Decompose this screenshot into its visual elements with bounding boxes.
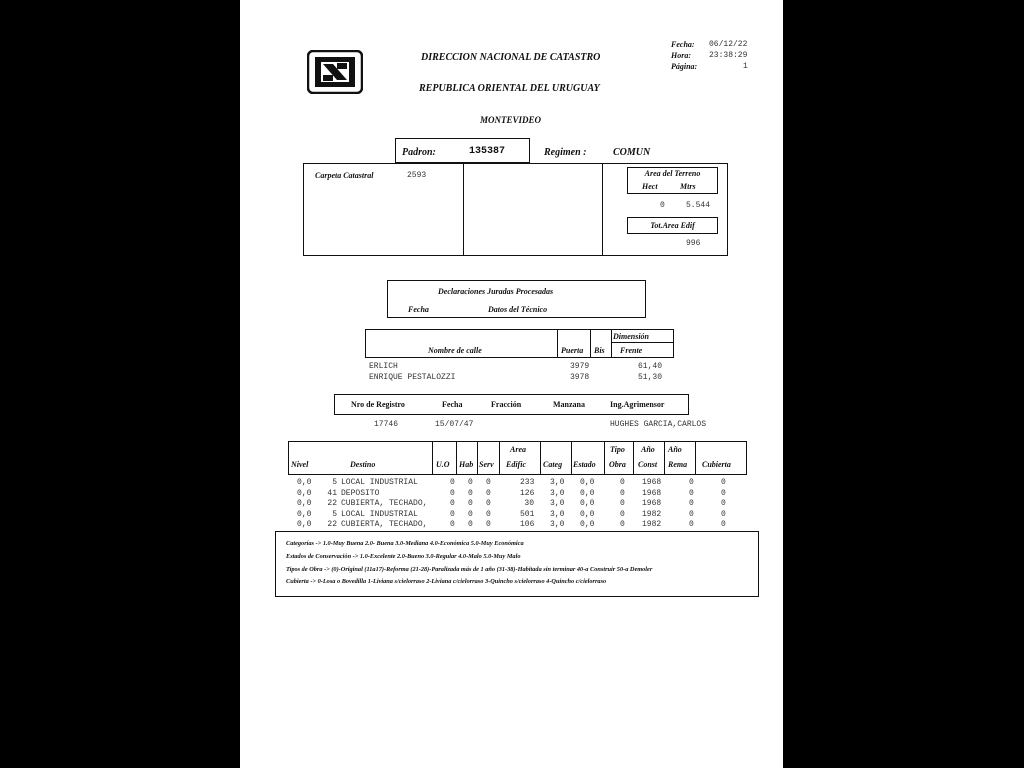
- calle-row-1-frente: 61,40: [638, 362, 663, 371]
- unidad-row-2-cubierta: 0: [721, 488, 726, 498]
- unidad-row-4-hab: 0: [468, 509, 473, 519]
- institution-title: DIRECCION NACIONAL DE CATASTRO: [421, 52, 601, 63]
- regimen-value: COMUN: [613, 147, 651, 158]
- unidad-row-3-tipo: 0: [620, 499, 625, 508]
- unidad-row-2-uo: 0: [450, 488, 455, 498]
- unidad-row-5-const: 1982: [642, 520, 662, 529]
- unidad-row-2-cod: 41: [327, 488, 337, 498]
- unidad-row-2-rema: 0: [689, 488, 694, 498]
- cubierta-header: Cubierta: [702, 460, 731, 469]
- unidad-row-5-rema: 0: [689, 520, 694, 529]
- unidad-row-4-serv: 0: [486, 509, 491, 519]
- unidad-row-1-tipo: 0: [620, 478, 625, 487]
- unidad-row-2-hab: 0: [468, 488, 473, 498]
- puerta-header: Puerta: [561, 346, 584, 355]
- legend-categorias: Categorías -> 1.0-Muy Buena 2.0- Buena 3.0-Mediana 4.0-Económica 5.0-Muy Económica: [286, 540, 524, 547]
- anio-const-top-header: Año: [641, 445, 655, 454]
- unidad-row-4-const: 1982: [642, 509, 662, 519]
- nivel-header: Nivel: [291, 460, 309, 469]
- unidad-row-5-hab: 0: [468, 520, 473, 529]
- unidad-row-5-uo: 0: [450, 520, 455, 529]
- country-title: REPUBLICA ORIENTAL DEL URUGUAY: [419, 83, 600, 94]
- declaraciones-fecha-label: Fecha: [408, 305, 429, 314]
- unidad-row-1-const: 1968: [642, 478, 662, 487]
- unidad-row-1-hab: 0: [468, 478, 473, 487]
- tipo-header: Obra: [609, 460, 626, 469]
- unidad-row-1-serv: 0: [486, 478, 491, 487]
- bis-header: Bis: [594, 346, 605, 355]
- anio-rema-header: Rema: [668, 460, 688, 469]
- declaraciones-title: Declaraciones Juradas Procesadas: [438, 287, 554, 296]
- regimen-label: Regimen :: [544, 147, 587, 158]
- nombre-calle-header: Nombre de calle: [428, 346, 482, 355]
- hect-label: Hect: [642, 182, 658, 191]
- destino-header: Destino: [350, 460, 376, 469]
- unidad-row-1-rema: 0: [689, 478, 694, 487]
- fecha-label: Fecha:: [671, 40, 695, 49]
- nro-registro-value: 17746: [374, 420, 399, 429]
- unidad-row-3-estado: 0,0: [580, 499, 595, 508]
- unidad-row-3-destino: CUBIERTA, TECHADO,: [341, 499, 428, 508]
- unidad-row-3-uo: 0: [450, 499, 455, 508]
- unidad-row-4-cod: 5: [332, 509, 337, 519]
- unidad-row-5-area: 106: [520, 520, 535, 529]
- unidad-row-5-destino: CUBIERTA, TECHADO,: [341, 520, 428, 529]
- calle-row-1-puerta: 3979: [570, 362, 590, 371]
- unidad-row-1-categ: 3,0: [550, 478, 565, 487]
- pagina-value: 1: [743, 62, 748, 71]
- unidad-row-4-tipo: 0: [620, 509, 625, 519]
- unidad-row-2-estado: 0,0: [580, 488, 595, 498]
- unidad-row-3-serv: 0: [486, 499, 491, 508]
- calle-row-2-puerta: 3978: [570, 373, 590, 382]
- hora-label: Hora:: [671, 51, 691, 60]
- nro-registro-header: Nro de Registro: [351, 400, 405, 409]
- unidad-row-5-cod: 22: [327, 520, 337, 529]
- calle-row-1-nombre: ERLICH: [369, 362, 398, 371]
- anio-rema-top-header: Año: [668, 445, 682, 454]
- legend-tipos-obra: Tipos de Obra -> (0)-Original (11a17)-Reforma (21-28)-Paralizada más de 1 año (31-38)-Habitada sin terminar 40-a Construir 50-a Demoler: [286, 566, 653, 573]
- padron-value: 135387: [469, 146, 506, 157]
- unidad-row-3-const: 1968: [642, 499, 662, 508]
- categ-header: Categ: [543, 460, 563, 469]
- tot-area-label: Tot.Area Edif: [650, 221, 695, 230]
- unidad-row-2-nivel: 0,0: [297, 488, 312, 498]
- unidad-row-5-nivel: 0,0: [297, 520, 312, 529]
- department-title: MONTEVIDEO: [480, 115, 542, 125]
- unidad-row-2-const: 1968: [642, 488, 662, 498]
- unidad-row-2-destino: DEPOSITO: [341, 488, 380, 498]
- agrimensor-value: HUGHES GARCIA,CARLOS: [610, 420, 707, 429]
- frente-header: Frente: [620, 346, 643, 355]
- unidad-row-3-cubierta: 0: [721, 499, 726, 508]
- declaraciones-tecnico-label: Datos del Técnico: [488, 305, 548, 314]
- unidad-row-4-rema: 0: [689, 509, 694, 519]
- document-page: [240, 0, 783, 768]
- unidad-row-3-area: 30: [524, 499, 534, 508]
- hect-value: 0: [660, 201, 665, 210]
- unidad-row-3-cod: 22: [327, 499, 337, 508]
- carpeta-value: 2593: [407, 171, 427, 180]
- area-terreno-title: Area del Terreno: [644, 169, 701, 178]
- hab-header: Hab: [459, 460, 474, 469]
- legend-cubierta: Cubierta -> 0-Losa o Bovedilla 1-Liviana s/cielorraso 2-Liviana c/cielorraso 3-Quincho s/cielorraso 4-Quincho c/cielorraso: [286, 578, 607, 585]
- unidad-row-2-tipo: 0: [620, 488, 625, 498]
- unidad-row-4-cubierta: 0: [721, 509, 726, 519]
- padron-label: Padron:: [402, 147, 436, 158]
- carpeta-label: Carpeta Catastral: [315, 171, 374, 180]
- area-top-header: Area: [510, 445, 526, 454]
- catastro-logo-icon: [307, 50, 363, 94]
- fecha-value: 06/12/22: [709, 40, 748, 49]
- registro-fecha-value: 15/07/47: [435, 420, 474, 429]
- mtrs-label: Mtrs: [680, 182, 696, 191]
- unidad-row-1-nivel: 0,0: [297, 478, 312, 487]
- unidad-row-3-rema: 0: [689, 499, 694, 508]
- dimension-header: Dimensión: [613, 332, 650, 341]
- unidad-row-5-tipo: 0: [620, 520, 625, 529]
- serv-header: Serv: [479, 460, 494, 469]
- uo-header: U.O: [436, 460, 450, 469]
- legend-estados: Estados de Conservación -> 1.0-Excelente 2.0-Bueno 3.0-Regular 4.0-Malo 5.0-Muy Malo: [286, 553, 521, 560]
- calle-row-2-frente: 51,30: [638, 373, 663, 382]
- manzana-header: Manzana: [553, 400, 585, 409]
- anio-const-header: Const: [638, 460, 658, 469]
- unidad-row-3-categ: 3,0: [550, 499, 565, 508]
- unidad-row-2-serv: 0: [486, 488, 491, 498]
- unidad-row-3-hab: 0: [468, 499, 473, 508]
- unidad-row-4-nivel: 0,0: [297, 509, 312, 519]
- unidad-row-1-area: 233: [520, 478, 535, 487]
- unidad-row-5-serv: 0: [486, 520, 491, 529]
- tipo-top-header: Tipo: [610, 445, 625, 454]
- unidad-row-1-cubierta: 0: [721, 478, 726, 487]
- unidad-row-4-estado: 0,0: [580, 509, 595, 519]
- pagina-label: Página:: [671, 62, 698, 71]
- unidad-row-1-estado: 0,0: [580, 478, 595, 487]
- unidad-row-4-categ: 3,0: [550, 509, 565, 519]
- unidad-row-1-uo: 0: [450, 478, 455, 487]
- unidad-row-5-cubierta: 0: [721, 520, 726, 529]
- unidad-row-3-nivel: 0,0: [297, 499, 312, 508]
- registro-fecha-header: Fecha: [442, 400, 463, 409]
- unidad-row-4-area: 501: [520, 509, 535, 519]
- unidad-row-1-cod: 5: [332, 478, 337, 487]
- hora-value: 23:38:29: [709, 51, 748, 60]
- area-header: Edific: [506, 460, 526, 469]
- agrimensor-header: Ing.Agrimensor: [610, 400, 665, 409]
- calle-row-2-nombre: ENRIQUE PESTALOZZI: [369, 373, 456, 382]
- mtrs-value: 5.544: [686, 201, 711, 210]
- unidad-row-5-categ: 3,0: [550, 520, 565, 529]
- fraccion-header: Fracción: [491, 400, 522, 409]
- unidad-row-1-destino: LOCAL INDUSTRIAL: [341, 478, 418, 487]
- tot-area-value: 996: [686, 239, 701, 248]
- unidad-row-4-destino: LOCAL INDUSTRIAL: [341, 509, 418, 519]
- estado-header: Estado: [573, 460, 596, 469]
- unidad-row-2-area: 126: [520, 488, 535, 498]
- unidad-row-5-estado: 0,0: [580, 520, 595, 529]
- unidad-row-4-uo: 0: [450, 509, 455, 519]
- unidad-row-2-categ: 3,0: [550, 488, 565, 498]
